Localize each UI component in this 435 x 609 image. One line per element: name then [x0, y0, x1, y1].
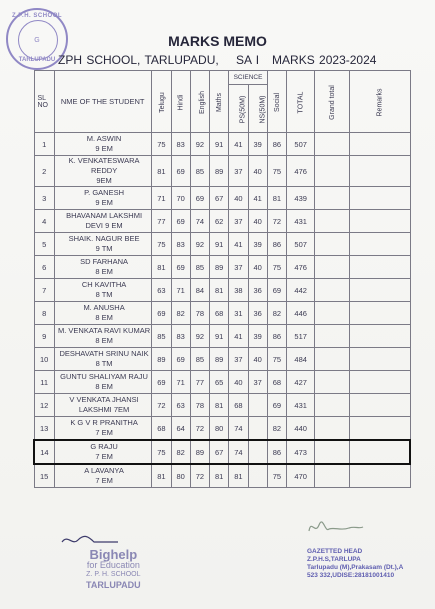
- cell-telugu: 75: [152, 233, 171, 256]
- cell-social: 68: [267, 371, 286, 394]
- cell-sl: 15: [34, 464, 54, 488]
- cell-ns: [248, 394, 267, 417]
- cell-maths: 81: [210, 394, 229, 417]
- cell-name: [54, 440, 151, 464]
- cell-grand-total: [315, 133, 350, 156]
- student-row: [34, 256, 410, 279]
- student-row: [34, 156, 410, 187]
- cell-ns: 40: [248, 210, 267, 233]
- cell-english: 89: [190, 440, 209, 464]
- cell-telugu: 89: [152, 348, 171, 371]
- cell-social: 86: [267, 325, 286, 348]
- cell-total: 440: [287, 417, 315, 441]
- student-row: [34, 325, 410, 348]
- cell-grand-total: [315, 325, 350, 348]
- cell-ns: [248, 464, 267, 488]
- cell-hindi: 69: [171, 256, 190, 279]
- headmaster-stamp: [307, 548, 403, 580]
- seal-middle-text: G: [34, 37, 40, 44]
- col-english: [190, 71, 209, 133]
- stamp-left-line1: Bighelp: [89, 547, 138, 562]
- cell-hindi: 69: [171, 156, 190, 187]
- cell-grand-total: [315, 440, 350, 464]
- cell-name: [54, 417, 151, 441]
- cell-sl: 2: [34, 156, 54, 187]
- col-grand-total-label: Grand total: [329, 85, 337, 120]
- cell-total: 476: [287, 156, 315, 187]
- col-social: [267, 71, 286, 133]
- cell-name: [54, 233, 151, 256]
- cell-social: 75: [267, 348, 286, 371]
- cell-ns: 37: [248, 371, 267, 394]
- cell-remarks: [350, 256, 410, 279]
- cell-sl: 5: [34, 233, 54, 256]
- col-total: [287, 71, 315, 133]
- cell-ns: 40: [248, 256, 267, 279]
- cell-sl: 13: [34, 417, 54, 441]
- cell-maths: 89: [210, 156, 229, 187]
- cell-ns: 41: [248, 187, 267, 210]
- cell-ps: 40: [229, 187, 248, 210]
- student-name: M. ANUSHA: [83, 303, 125, 312]
- student-row: [34, 210, 410, 233]
- cell-hindi: 82: [171, 440, 190, 464]
- student-name: BHAVANAM LAKSHMI: [66, 211, 143, 220]
- cell-english: 92: [190, 325, 209, 348]
- cell-english: 85: [190, 156, 209, 187]
- cell-remarks: [350, 279, 410, 302]
- cell-ps: 68: [229, 394, 248, 417]
- cell-name: [54, 371, 151, 394]
- student-class: 9 TM: [95, 244, 113, 253]
- col-telugu-label: Telugu: [159, 92, 167, 113]
- cell-remarks: [350, 325, 410, 348]
- col-sl: SL NO: [34, 71, 54, 133]
- cell-maths: 91: [210, 133, 229, 156]
- cell-ns: 39: [248, 133, 267, 156]
- cell-hindi: 71: [171, 279, 190, 302]
- cell-remarks: [350, 156, 410, 187]
- student-class: 8 EM: [95, 267, 113, 276]
- cell-total: 439: [287, 187, 315, 210]
- stamp-right-line1: GAZETTED HEAD: [307, 548, 363, 555]
- cell-total: 431: [287, 210, 315, 233]
- cell-remarks: [350, 464, 410, 488]
- student-row: [34, 464, 410, 488]
- col-ps: [229, 85, 248, 133]
- student-name: M. VENKATA RAVI KUMAR: [58, 326, 151, 335]
- student-class: 7 EM: [95, 428, 113, 437]
- cell-social: 75: [267, 256, 286, 279]
- student-row: [34, 440, 410, 464]
- cell-english: 85: [190, 348, 209, 371]
- cell-hindi: 69: [171, 348, 190, 371]
- student-class: 9 EM: [95, 198, 113, 207]
- cell-total: 484: [287, 348, 315, 371]
- cell-grand-total: [315, 348, 350, 371]
- cell-ps: 74: [229, 440, 248, 464]
- cell-total: 507: [287, 133, 315, 156]
- cell-telugu: 81: [152, 156, 171, 187]
- cell-name: [54, 187, 151, 210]
- cell-maths: 62: [210, 210, 229, 233]
- cell-grand-total: [315, 233, 350, 256]
- cell-name: [54, 302, 151, 325]
- cell-maths: 80: [210, 417, 229, 441]
- col-total-label: TOTAL: [297, 91, 305, 114]
- cell-telugu: 71: [152, 187, 171, 210]
- cell-grand-total: [315, 394, 350, 417]
- cell-english: 69: [190, 187, 209, 210]
- cell-social: 81: [267, 187, 286, 210]
- cell-ps: 81: [229, 464, 248, 488]
- student-row: [34, 348, 410, 371]
- student-name: M. ASWIN: [86, 134, 122, 143]
- cell-english: 85: [190, 256, 209, 279]
- student-row: [34, 187, 410, 210]
- cell-hindi: 83: [171, 233, 190, 256]
- student-row: [34, 417, 410, 441]
- cell-english: 78: [190, 394, 209, 417]
- student-name: K G V R PRANITHA: [70, 418, 138, 427]
- memo-title: MARKS MEMO: [168, 33, 267, 49]
- cell-maths: 89: [210, 256, 229, 279]
- bighelp-stamp: [86, 547, 141, 590]
- cell-grand-total: [315, 187, 350, 210]
- cell-social: 75: [267, 156, 286, 187]
- student-name: SHAIK. NAGUR BEE: [68, 234, 140, 243]
- cell-total: 442: [287, 279, 315, 302]
- cell-hindi: 71: [171, 371, 190, 394]
- cell-english: 84: [190, 279, 209, 302]
- cell-sl: 14: [34, 440, 54, 464]
- cell-remarks: [350, 133, 410, 156]
- cell-english: 72: [190, 417, 209, 441]
- cell-grand-total: [315, 156, 350, 187]
- cell-total: 431: [287, 394, 315, 417]
- col-ns: [248, 85, 267, 133]
- stamp-left-line2: for Education: [86, 560, 140, 570]
- stamp-right-line3: Tarlupadu (M),Prakasam (Dt.),A: [307, 564, 404, 571]
- cell-name: [54, 156, 151, 187]
- student-class: 8 TM: [95, 290, 113, 299]
- cell-sl: 7: [34, 279, 54, 302]
- cell-telugu: 63: [152, 279, 171, 302]
- col-english-label: English: [198, 91, 206, 114]
- cell-sl: 4: [34, 210, 54, 233]
- cell-sl: 3: [34, 187, 54, 210]
- cell-total: 476: [287, 256, 315, 279]
- cell-name: [54, 279, 151, 302]
- cell-ps: 37: [229, 156, 248, 187]
- cell-total: 470: [287, 464, 315, 488]
- cell-english: 72: [190, 464, 209, 488]
- cell-maths: 91: [210, 325, 229, 348]
- cell-maths: 65: [210, 371, 229, 394]
- cell-grand-total: [315, 371, 350, 394]
- cell-telugu: 85: [152, 325, 171, 348]
- cell-maths: 68: [210, 302, 229, 325]
- cell-total: 517: [287, 325, 315, 348]
- cell-name: [54, 348, 151, 371]
- cell-sl: 12: [34, 394, 54, 417]
- cell-ps: 37: [229, 348, 248, 371]
- col-grand-total: [315, 71, 350, 133]
- cell-remarks: [350, 394, 410, 417]
- cell-sl: 11: [34, 371, 54, 394]
- cell-ps: 74: [229, 417, 248, 441]
- student-name: GUNTU SHALIYAM RAJU: [60, 372, 148, 381]
- cell-ns: 40: [248, 348, 267, 371]
- memo-subtitle: [58, 53, 376, 67]
- headmaster-signature: [305, 517, 365, 539]
- cell-telugu: 75: [152, 133, 171, 156]
- cell-social: 82: [267, 302, 286, 325]
- cell-telugu: 81: [152, 464, 171, 488]
- student-class: 7 EM: [95, 476, 113, 485]
- student-class: 8 TM: [95, 359, 113, 368]
- cell-grand-total: [315, 256, 350, 279]
- cell-ps: 41: [229, 233, 248, 256]
- cell-social: 86: [267, 233, 286, 256]
- student-row: [34, 233, 410, 256]
- cell-ps: 38: [229, 279, 248, 302]
- stamp-right-line2: Z.P.H.S,TARLUPA: [307, 556, 361, 563]
- cell-remarks: [350, 302, 410, 325]
- cell-total: 427: [287, 371, 315, 394]
- cell-hindi: 64: [171, 417, 190, 441]
- cell-name: [54, 256, 151, 279]
- seal-bottom-text: TARLUPADU: [18, 57, 56, 63]
- cell-sl: 1: [34, 133, 54, 156]
- cell-ps: 31: [229, 302, 248, 325]
- cell-remarks: [350, 348, 410, 371]
- student-class: 8 EM: [95, 382, 113, 391]
- cell-grand-total: [315, 302, 350, 325]
- cell-hindi: 83: [171, 325, 190, 348]
- cell-name: [54, 394, 151, 417]
- cell-hindi: 80: [171, 464, 190, 488]
- student-row: [34, 279, 410, 302]
- cell-sl: 8: [34, 302, 54, 325]
- cell-english: 92: [190, 233, 209, 256]
- cell-maths: 91: [210, 233, 229, 256]
- cell-hindi: 83: [171, 133, 190, 156]
- student-class: LAKSHMI 7EM: [78, 405, 130, 414]
- student-class: 8 EM: [95, 336, 113, 345]
- cell-total: 507: [287, 233, 315, 256]
- cell-ps: 40: [229, 371, 248, 394]
- col-ns-label: NS(50M): [259, 95, 267, 124]
- marks-table: [33, 70, 411, 488]
- cell-telugu: 77: [152, 210, 171, 233]
- cell-social: 69: [267, 394, 286, 417]
- col-telugu: [152, 71, 171, 133]
- student-row: [34, 133, 410, 156]
- col-social-label: Social: [273, 92, 281, 113]
- student-name: CH KAVITHA: [81, 280, 127, 289]
- student-name: K. VENKATESWARA REDDY: [68, 156, 140, 175]
- cell-english: 77: [190, 371, 209, 394]
- cell-remarks: [350, 371, 410, 394]
- cell-hindi: 82: [171, 302, 190, 325]
- cell-telugu: 69: [152, 371, 171, 394]
- cell-ps: 37: [229, 256, 248, 279]
- student-name: G RAJU: [90, 442, 118, 451]
- col-remarks: [350, 71, 410, 133]
- cell-ns: 39: [248, 325, 267, 348]
- cell-english: 92: [190, 133, 209, 156]
- col-name: NME OF THE STUDENT: [54, 71, 151, 133]
- student-class: 9 EM: [95, 144, 113, 153]
- header-row-top: [34, 71, 410, 85]
- cell-maths: 81: [210, 279, 229, 302]
- student-row: [34, 371, 410, 394]
- cell-ps: 37: [229, 210, 248, 233]
- cell-social: 69: [267, 279, 286, 302]
- col-remarks-label: Remarks: [376, 88, 384, 117]
- cell-telugu: 68: [152, 417, 171, 441]
- student-class: 9EM: [96, 176, 112, 185]
- cell-ns: 36: [248, 302, 267, 325]
- cell-ps: 41: [229, 325, 248, 348]
- cell-social: 72: [267, 210, 286, 233]
- cell-remarks: [350, 233, 410, 256]
- cell-ns: 40: [248, 156, 267, 187]
- cell-ns: 36: [248, 279, 267, 302]
- student-name: V VENKATA JHANSI: [69, 395, 139, 404]
- cell-grand-total: [315, 417, 350, 441]
- memo-subtitle-text: ZPH SCHOOL, TARLUPADU, SA I MARKS 2023-2024: [58, 53, 377, 67]
- cell-sl: 10: [34, 348, 54, 371]
- cell-grand-total: [315, 210, 350, 233]
- cell-grand-total: [315, 464, 350, 488]
- cell-telugu: 75: [152, 440, 171, 464]
- cell-social: 86: [267, 133, 286, 156]
- student-class: DEVI 9 EM: [85, 221, 123, 230]
- marks-body: [34, 133, 410, 488]
- cell-name: [54, 210, 151, 233]
- cell-social: 75: [267, 464, 286, 488]
- cell-total: 473: [287, 440, 315, 464]
- cell-remarks: [350, 417, 410, 441]
- student-name: DESHAVATH SRINU NAIK: [59, 349, 149, 358]
- seal-top-text: Z.P.H. SCHOOL: [11, 13, 63, 19]
- student-class: 8 EM: [95, 313, 113, 322]
- cell-ns: 39: [248, 233, 267, 256]
- cell-total: 446: [287, 302, 315, 325]
- cell-name: [54, 325, 151, 348]
- cell-ns: [248, 417, 267, 441]
- cell-maths: 67: [210, 440, 229, 464]
- student-class: 7 EM: [95, 452, 113, 461]
- student-name: A LAVANYA: [84, 466, 124, 475]
- cell-hindi: 69: [171, 210, 190, 233]
- student-name: SD FARHANA: [80, 257, 129, 266]
- student-name: P. GANESH: [84, 188, 125, 197]
- cell-telugu: 69: [152, 302, 171, 325]
- cell-remarks: [350, 187, 410, 210]
- col-hindi-label: Hindi: [177, 94, 185, 111]
- cell-remarks: [350, 210, 410, 233]
- col-ps-label: PS(50M): [239, 95, 247, 124]
- student-row: [34, 394, 410, 417]
- col-maths-label: Maths: [216, 92, 224, 113]
- col-hindi: [171, 71, 190, 133]
- cell-maths: 67: [210, 187, 229, 210]
- cell-english: 78: [190, 302, 209, 325]
- cell-hindi: 70: [171, 187, 190, 210]
- student-row: [34, 302, 410, 325]
- cell-maths: 81: [210, 464, 229, 488]
- cell-grand-total: [315, 279, 350, 302]
- cell-social: 82: [267, 417, 286, 441]
- stamp-right-line4: 523 332,UDISE:28181001410: [307, 572, 395, 579]
- cell-ps: 41: [229, 133, 248, 156]
- cell-telugu: 72: [152, 394, 171, 417]
- cell-social: 86: [267, 440, 286, 464]
- cell-sl: 9: [34, 325, 54, 348]
- cell-english: 74: [190, 210, 209, 233]
- stamp-left-line4: TARLUPADU: [86, 580, 141, 590]
- stamp-left-line3: Z. P. H. SCHOOL: [86, 571, 141, 578]
- col-science: SCIENCE: [229, 71, 268, 85]
- col-maths: [210, 71, 229, 133]
- cell-name: [54, 464, 151, 488]
- cell-sl: 6: [34, 256, 54, 279]
- cell-name: [54, 133, 151, 156]
- cell-hindi: 63: [171, 394, 190, 417]
- cell-telugu: 81: [152, 256, 171, 279]
- cell-ns: [248, 440, 267, 464]
- cell-maths: 89: [210, 348, 229, 371]
- cell-remarks: [350, 440, 410, 464]
